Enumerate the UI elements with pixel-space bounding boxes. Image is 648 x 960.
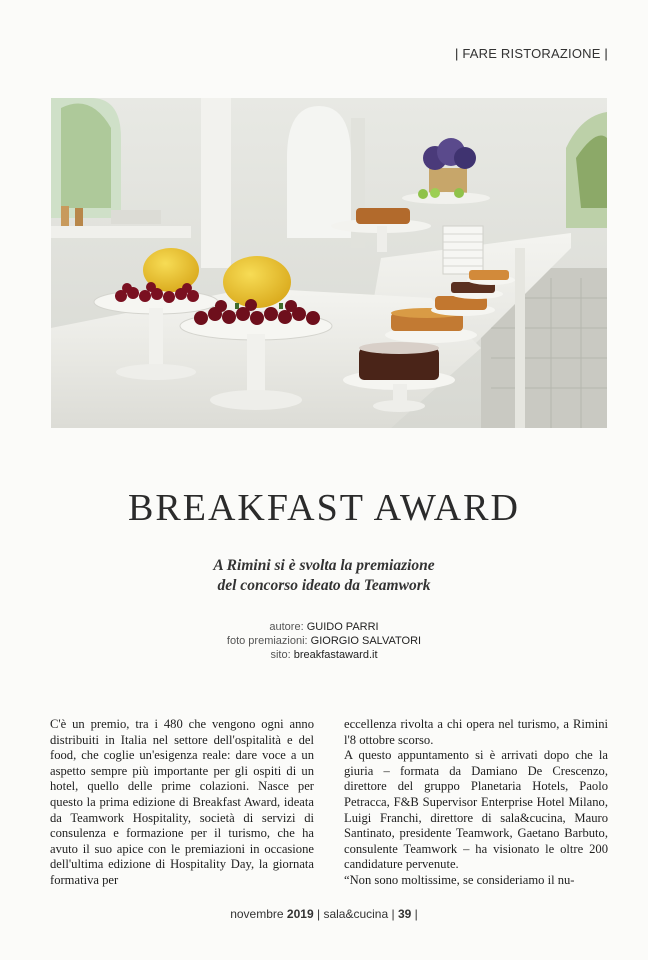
photographer-name: GIORGIO SALVATORI [310, 635, 422, 647]
article-subtitle [0, 556, 648, 596]
subtitle-line-2: del concorso ideato da Teamwork [217, 577, 431, 594]
footer-magazine: sala&cucina [323, 907, 389, 921]
body-paragraph: A questo appuntamento si è arrivati dopo che la giuria – formata da Damiano De Crescenzo, direttore del gruppo Planetaria Hotels, Paolo Petracca, F&B Supervisor Enterprise Hotel Milano, Luigi Franchi, direttore di sala&cucina, Mauro Santinato, presidente Teamwork, Gaetano Barbuto, consulente Teamwork – ha visionato le oltre 200 candidature pervenute. [344, 748, 608, 872]
subtitle-line-1: A Rimini si è svolta la premiazione [213, 557, 435, 574]
section-name: FARE RISTORAZIONE [462, 46, 601, 61]
footer-divider: | [391, 907, 395, 921]
author-credit [0, 620, 648, 634]
article-title: BREAKFAST AWARD [128, 487, 520, 529]
footer-year: 2019 [286, 907, 314, 921]
footer-month: novembre [230, 907, 284, 921]
photo-credit [0, 634, 648, 648]
section-label [455, 46, 608, 61]
body-column-right [344, 717, 608, 889]
site-credit [0, 648, 648, 662]
page-number: 39 [397, 907, 412, 921]
photo-label: foto premiazioni: [226, 635, 308, 647]
article-credits [0, 620, 648, 662]
body-paragraph: C'è un premio, tra i 480 che vengono ogni anno distribuiti in Italia nel settore dell'ospitalità e del food, che coglie un'esigenza reale: dare voce a un aspetto sempre più importante per gli ospiti di un hotel, quello delle prime colazioni. Nasce per questo la prima edizione di Breakfast Award, ideata da Teamwork Hospitality, società di servizi di consulenza e formazione per il turismo, che ha avuto il suo apice con le premiazioni in occasione dell'ultima edizione di Hospitality Day, la giornata formativa per [50, 717, 314, 887]
page-footer [0, 907, 648, 921]
article-photo [51, 98, 607, 428]
site-label: sito: [270, 649, 291, 661]
author-name: GUIDO PARRI [306, 621, 379, 633]
site-link[interactable]: breakfastaward.it [293, 649, 378, 661]
body-paragraph: “Non sono moltissime, se consideriamo il nu- [344, 872, 575, 887]
breakfast-buffet-illustration [51, 98, 607, 428]
footer-divider: | [316, 907, 321, 921]
section-divider: | [604, 46, 608, 61]
footer-divider: | [414, 907, 418, 921]
section-divider: | [454, 46, 459, 61]
author-label: autore: [269, 621, 304, 633]
body-paragraph: eccellenza rivolta a chi opera nel turismo, a Rimini l'8 ottobre scorso. [344, 717, 608, 747]
body-column-left [50, 717, 314, 889]
